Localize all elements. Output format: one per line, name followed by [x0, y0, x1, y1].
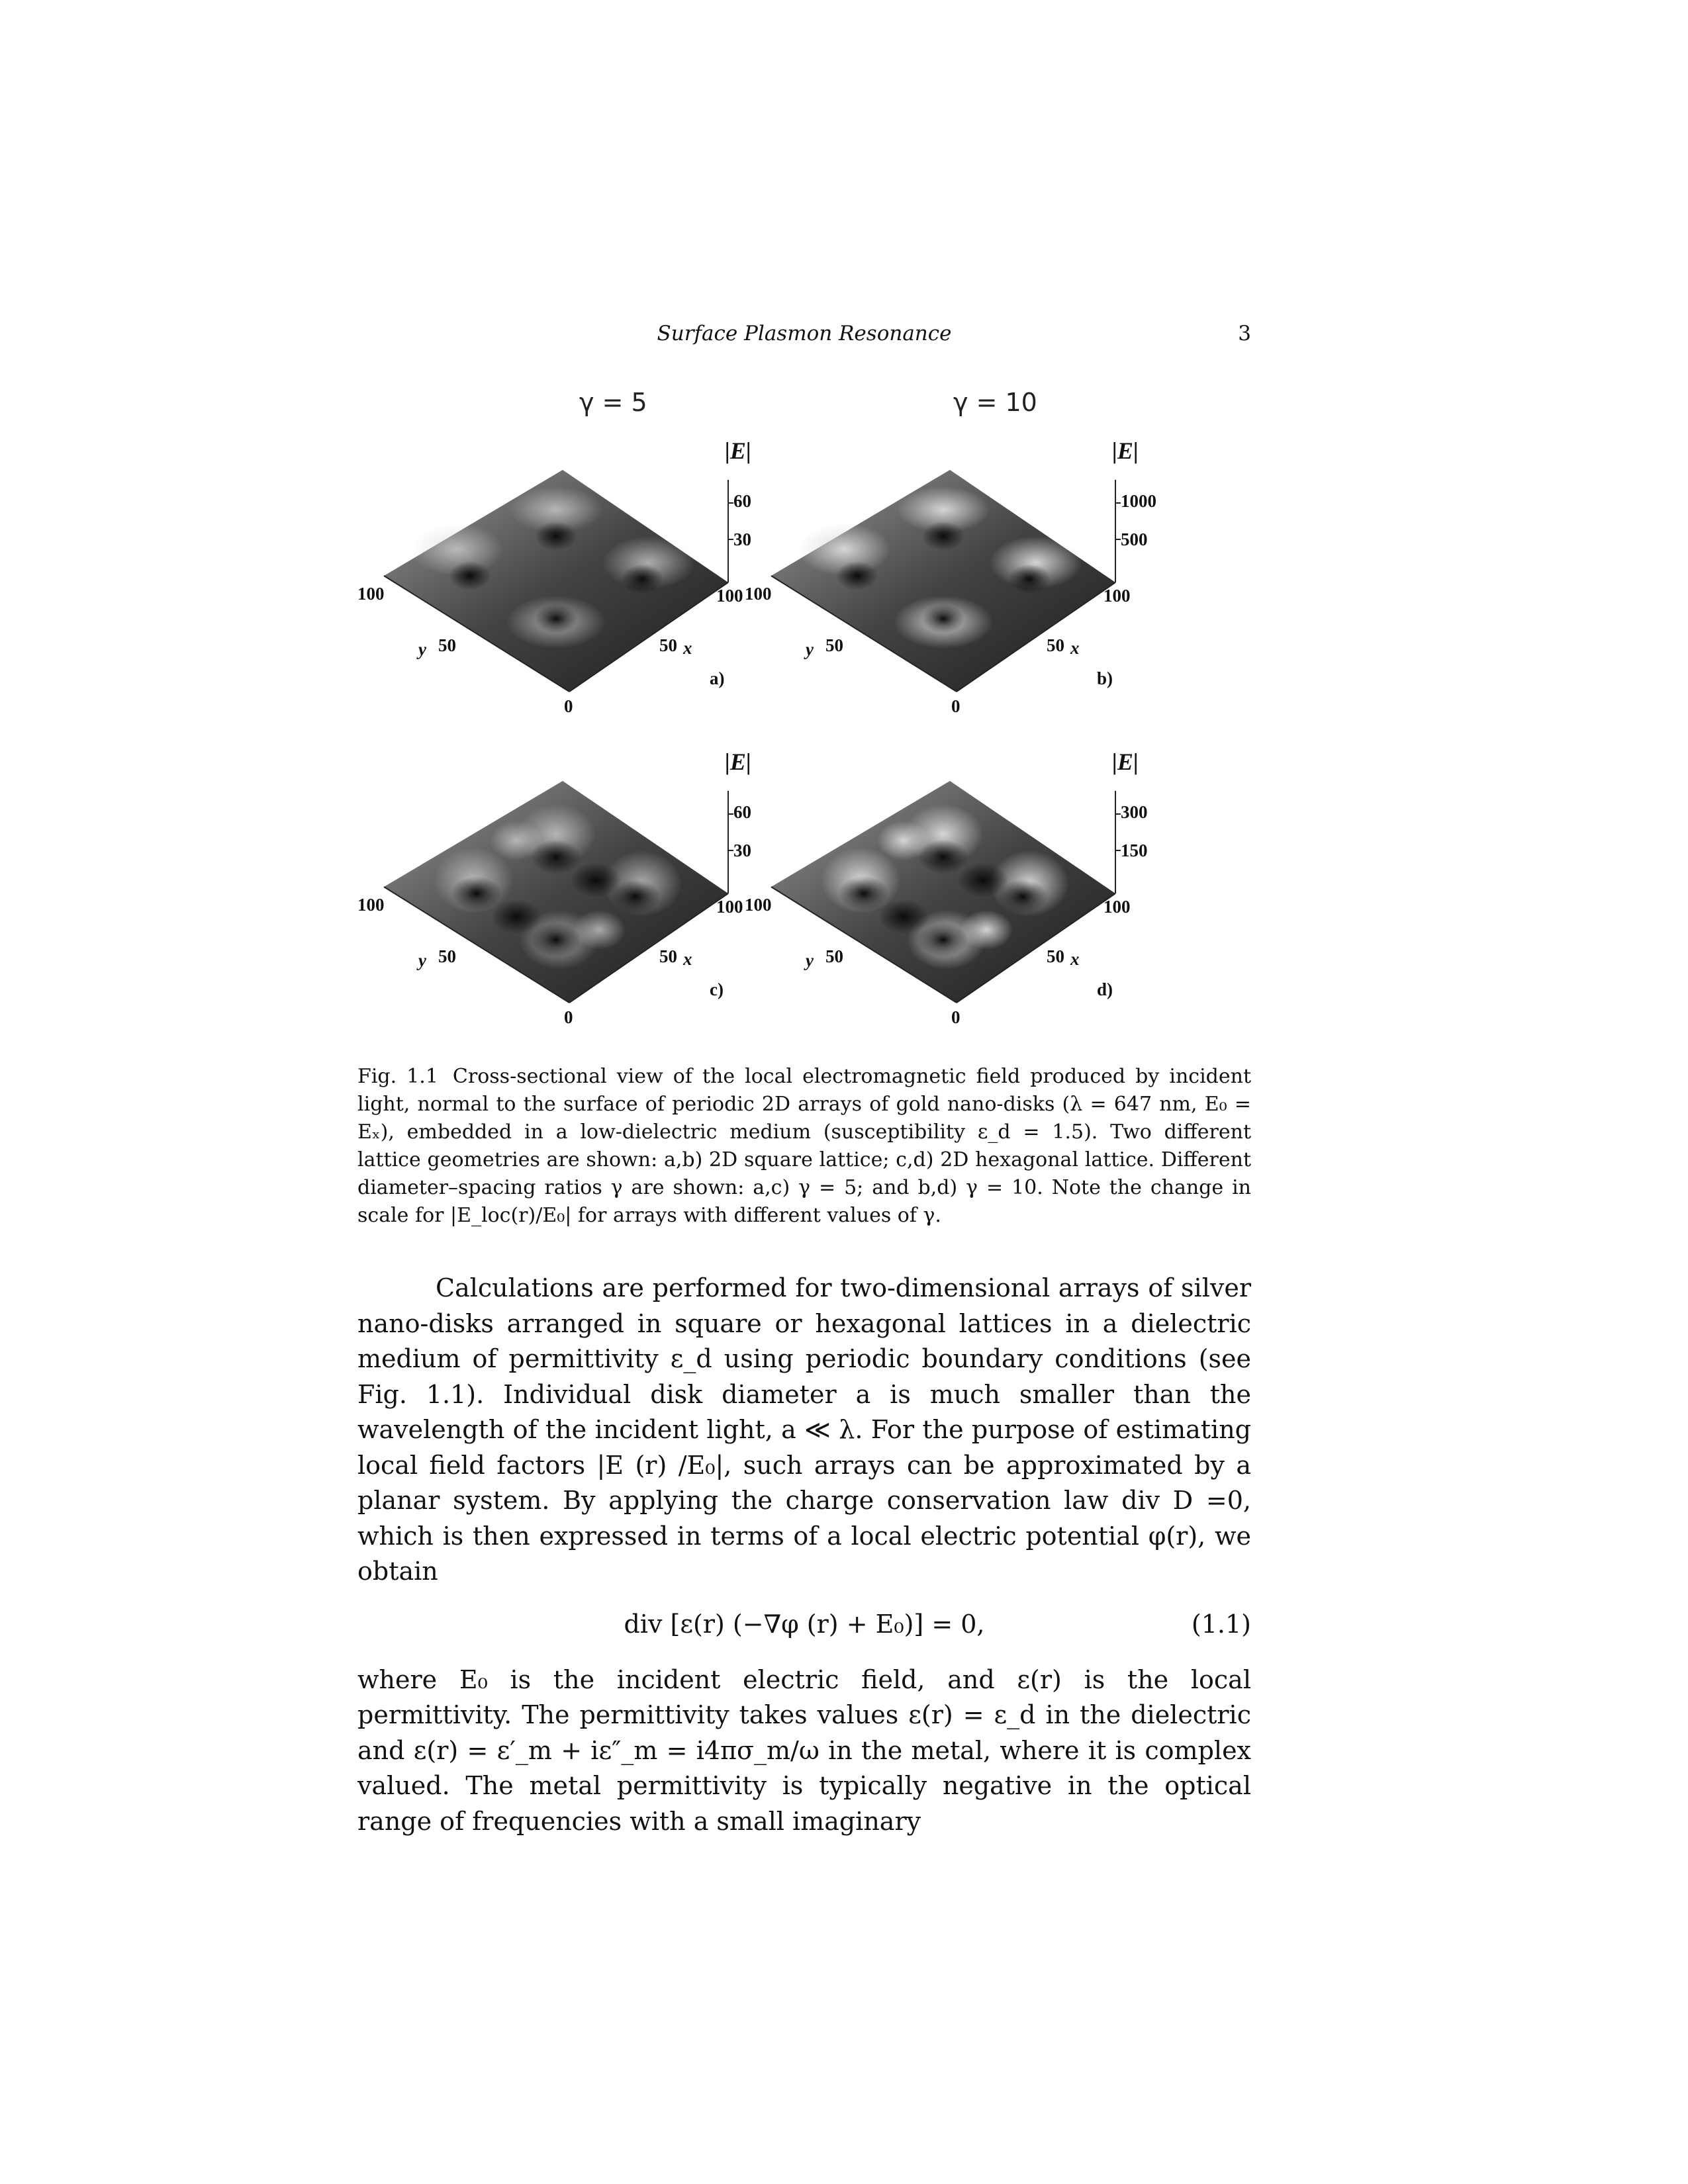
- caption-label: Fig. 1.1: [357, 1065, 438, 1088]
- page-number: 3: [1238, 322, 1251, 345]
- y-tick-label-mid: 50: [825, 635, 843, 655]
- x-tick-label-mid: 50: [659, 635, 677, 655]
- field-well: [491, 899, 541, 934]
- y-axis-label: y: [806, 639, 814, 659]
- figure-1-1: [357, 390, 1251, 1052]
- field-well: [535, 604, 577, 633]
- y-axis-label: y: [418, 950, 426, 970]
- z-axis-label: |E|: [1112, 749, 1139, 775]
- panel-letter: c): [710, 979, 724, 999]
- field-well: [918, 923, 968, 957]
- field-well: [918, 840, 968, 874]
- caption-text: Cross-sectional view of the local electromagnetic field produced by incident light, normal to the surface of periodic 2D arrays of gold nano-disks (λ = 647 nm, E₀ = Eₓ), embedded in a low-dielectric medium (susceptibility ε_d = 1.5). Two different lattice geometries are shown: a,b) 2D square lattice; c,d) 2D hexagonal lattice. Different diameter–spacing ratios γ are shown: a,c) γ = 5; and b,d) γ = 10. Note the change in scale for |E_loc(r)/E₀| for arrays with different values of γ.: [357, 1065, 1251, 1227]
- z-tick-label-low: 30: [733, 841, 751, 860]
- z-axis-label: |E|: [725, 437, 751, 464]
- x-axis-label: x: [1070, 638, 1080, 658]
- equation-number: (1.1): [1191, 1609, 1251, 1639]
- origin-label: 0: [951, 696, 961, 716]
- origin-label: 0: [951, 1007, 961, 1027]
- panel-letter: d): [1097, 979, 1113, 999]
- y-tick-label-max: 100: [357, 895, 385, 915]
- origin-label: 0: [564, 1007, 573, 1027]
- field-well: [621, 565, 663, 594]
- field-well: [531, 840, 581, 874]
- field-well: [531, 923, 581, 957]
- gamma-label-right: γ = 10: [953, 388, 1037, 417]
- gamma-label-left: γ = 5: [579, 388, 647, 417]
- field-well: [839, 876, 889, 911]
- paragraph-2: where E₀ is the incident electric field, and ε(r) is the local permittivity. The permittivity takes values ε(r) = ε_d in the dielectric and ε(r) = ε′_m + iε″_m = i4πσ_m/ω in the metal, where it is complex valued. The metal permittivity is typically negative in the optical range of frequencies with a small imaginary: [357, 1664, 1251, 1836]
- running-head: [357, 322, 1251, 351]
- field-well: [1008, 565, 1051, 594]
- field-ridge: [960, 910, 1013, 950]
- surface-plot-panel-c: [357, 741, 781, 1052]
- y-tick-label-mid: 50: [825, 946, 843, 966]
- z-tick-label-low: 150: [1121, 841, 1148, 860]
- field-well: [535, 522, 577, 551]
- z-tick-label-high: 1000: [1121, 491, 1156, 511]
- field-well: [922, 522, 964, 551]
- x-tick-label-max: 100: [716, 586, 743, 606]
- panel-letter: b): [1097, 668, 1113, 688]
- body-text: [357, 1271, 1251, 1839]
- paragraph-1: Calculations are performed for two-dimensional arrays of silver nano-disks arranged in square or hexagonal lattices in a dielectric medium of permittivity ε_d using periodic boundary conditions (see Fig. 1.1). Individual disk diameter a is much smaller than the wavelength of the incident light, a ≪ λ. For the purpose of estimating local field factors |E (r) /E₀|, such arrays can be approximated by a planar system. By applying the charge conservation law div D =0, which is then expressed in terms of a local electric potential φ(r), we obtain: [357, 1273, 1251, 1586]
- x-tick-label-max: 100: [1103, 586, 1131, 606]
- z-tick-label-high: 60: [733, 491, 751, 511]
- running-head-title: Surface Plasmon Resonance: [657, 322, 952, 345]
- surface-plot-panel-a: [357, 430, 781, 741]
- field-well: [878, 899, 929, 934]
- z-tick-label-high: 60: [733, 802, 751, 822]
- z-tick-label-low: 30: [733, 529, 751, 549]
- origin-label: 0: [564, 696, 573, 716]
- panel-letter: a): [710, 668, 725, 688]
- field-well: [571, 863, 621, 897]
- x-tick-label-mid: 50: [1047, 946, 1064, 966]
- y-tick-label-max: 100: [745, 584, 772, 604]
- y-tick-label-max: 100: [357, 584, 385, 604]
- field-ridge: [573, 910, 626, 950]
- field-well: [451, 876, 502, 911]
- y-axis-label: y: [806, 950, 814, 970]
- field-well: [922, 604, 964, 633]
- x-axis-label: x: [683, 638, 692, 658]
- field-well: [449, 561, 491, 590]
- z-tick-label-high: 300: [1121, 802, 1148, 822]
- x-axis-label: x: [1070, 949, 1080, 969]
- x-tick-label-mid: 50: [659, 946, 677, 966]
- z-axis-label: |E|: [1112, 437, 1139, 464]
- surface-plot-panel-d: [745, 741, 1168, 1052]
- x-tick-label-max: 100: [1103, 897, 1131, 917]
- field-well: [958, 863, 1008, 897]
- field-well: [836, 561, 878, 590]
- x-tick-label-max: 100: [716, 897, 743, 917]
- y-tick-label-mid: 50: [438, 946, 456, 966]
- surface-plot-panel-b: [745, 430, 1168, 741]
- equation-1-1: [357, 1590, 1251, 1662]
- z-tick-label-low: 500: [1121, 529, 1148, 549]
- x-axis-label: x: [683, 949, 692, 969]
- figure-caption: [357, 1063, 1251, 1230]
- z-axis-label: |E|: [725, 749, 751, 775]
- y-tick-label-max: 100: [745, 895, 772, 915]
- equation-body: div [ε(r) (−∇φ (r) + E₀)] = 0,: [624, 1609, 985, 1639]
- y-axis-label: y: [418, 639, 426, 659]
- y-tick-label-mid: 50: [438, 635, 456, 655]
- x-tick-label-mid: 50: [1047, 635, 1064, 655]
